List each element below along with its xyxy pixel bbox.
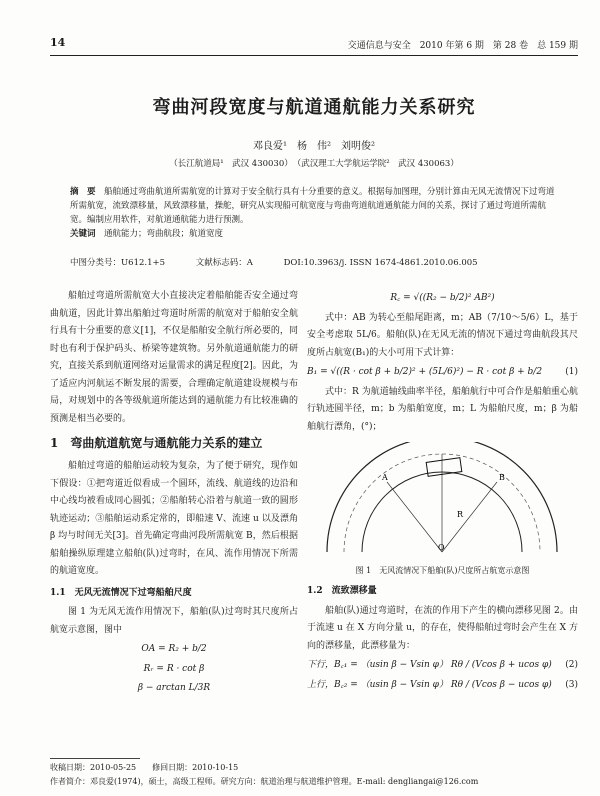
radius-line-1 [387,482,442,552]
clc-number: 中图分类号：U612.1+5 [70,258,166,268]
equation-2-number: (2) [565,660,578,670]
right-column [307,288,578,696]
label-b: B [499,473,505,482]
right-paragraph-3: 船舶(队)通过弯道时，在流的作用下产生的横向漂移见图 2。由于流速 u 在 X 方向分量 u，的存在，使得船舶过弯时会产生在 X 方向的漂移量，此漂移量为： [307,605,578,651]
equation-1-body: B₁ = √((R · cot β + b/2)² + (5L/6)²) − R · cot β + b/2 [307,367,543,377]
equation-oa: OA = R₂ + b/2 [141,644,207,654]
equation-2-left: 下行，B꜀₁ = （usin β − Vsin φ） [307,660,448,670]
keywords-text: 通航能力；弯曲航段；航道宽度 [104,229,224,239]
page-number: 14 [50,36,66,49]
equation-1-number: (1) [565,367,578,377]
right-paragraph-1: 式中：AB 为转心至船尾距离，m；AB（7/10～5/6）L，基于安全考虑取 5L/6。船舶(队)在无风无流的情况下通过弯曲航段其尺度所占航宽(B₁)的大小可用下式计算： [307,312,578,358]
equation-3-fraction: Rθ / (Vcos β − ucos φ) [450,679,552,690]
received-dates: 收稿日期：2010-05-25 修回日期：2010-10-15 [50,763,239,772]
article-meta [70,256,560,270]
footnote-rule [50,758,140,759]
figure-1-diagram [307,442,578,554]
document-code: 文献标志码：A [195,258,253,268]
section-1-heading: 1 弯曲航道航宽与通航能力关系的建立 [50,436,263,450]
equation-rr: Rᵣ = R · cot β [143,663,205,674]
equation-3-number: (3) [565,679,578,690]
equation-beta: β − arctan L/3R [137,683,211,693]
subsection-1-1-paragraph: 图 1 为无风无流作用情况下，船舶(队)过弯时其尺度所占航宽示意图，图中 [50,607,298,635]
author-info: 作者简介：邓良爱(1974)，硕士，高级工程师。研究方向：航道治理与航道维护管理。E-mail: dengliangai@126.com [50,777,479,786]
right-paragraph-2: 式中：R 为航道轴线曲率半径，船舶航行中可合作是船舶重心航行轨迹圆半径，m；b 为船舶宽度，m；L 为船舶尺度，m；β 为船舶航行漂角，(°)； [307,386,578,432]
label-o: O [438,543,445,552]
equation-3-left: 上行，B꜀₂ = （usin β − Vsin φ） [307,679,448,690]
affiliations: （长江航道局¹ 武汉 430030） （武汉理工大学航运学院² 武汉 430063） [169,159,459,169]
paper-title: 弯曲河段宽度与航道通航能力关系研究 [152,97,476,118]
label-a: A [382,473,388,482]
radius-line-2 [442,482,497,552]
abstract-label: 摘 要 [70,187,96,197]
left-column [50,288,298,700]
intro-paragraph: 船舶过弯道所需航宽大小直接决定着船舶能否安全通过弯曲航道，因此计算出船舶过弯道时所需的航宽对于船舶安全航行具有十分重要的意义[1]，不仅是船舶安全航行所必要的，同时也有利于保护码头、桥梁等建筑物。另外航道通航能力的研究，直接关系到航道网络对运量需求的满足程度[2]。因此，为了适应内河航运不断发展的需要，合理确定航道建设规模与布局，对规划中的各等级航道所能达到的通航能力有比较准确的预测是相当必要的。 [50,291,298,424]
section-1-paragraph: 船舶过弯道的船舶运动较为复杂，为了便于研究，现作如下假设：①把弯道近似看成一个圆环，流线、航道线的边沿和中心线均被看成同心圆弧；②船舶转心沿着与航道一致的圆形轨迹运动；③船舶运动系定常的，即船速 V、流速 u 以及漂角 β 均与时间无关[3]。首先确定弯曲河段所需航宽 B，然后根据船舶操纵原理建立船舶(队)过弯时，在风、流作用情况下所需的航道宽度。 [50,461,298,576]
equation-2-fraction: Rθ / (Vcos β + ucos φ) [450,660,552,670]
equation-3 [307,677,578,695]
equation-2 [307,657,578,675]
subsection-1-1-heading: 1.1 无风无流情况下过弯船舶尺度 [50,587,192,598]
author-list: 邓良爱¹ 杨 伟² 刘明俊² [252,141,376,152]
header-rule [50,55,578,56]
journal-info: 交通信息与安全 2010 年第 6 期 第 28 卷 总 159 期 [347,41,578,51]
equation-1 [307,364,578,382]
doi: DOI:10.3963/j. ISSN 1674-4861.2010.06.005 [283,258,478,268]
keywords-label: 关键词 [70,229,96,239]
equation-rc: R꜀ = √((R₂ − b/2)² AB²) [390,293,495,303]
abstract [70,185,560,241]
figure-1-caption: 图 1 无风流情况下船舶(队)尺度所占航宽示意图 [355,565,530,575]
running-header [50,36,578,52]
figure-1 [307,442,578,579]
label-r: R [457,510,464,519]
subsection-1-2-heading: 1.2 流致漂移量 [307,586,377,596]
abstract-text: 船舶通过弯曲航道所需航宽的计算对于安全航行具有十分重要的意义。根据每加图理，分别计算由无风无流情况下过弯道所需航宽，流致漂移量，风致漂移量，操舵，研究从实现船可航宽度与弯曲弯道航道通航能力间的关系，探讨了通过弯道所需航宽。编制应用软件，对航道通航能力进行预测。 [70,187,555,225]
